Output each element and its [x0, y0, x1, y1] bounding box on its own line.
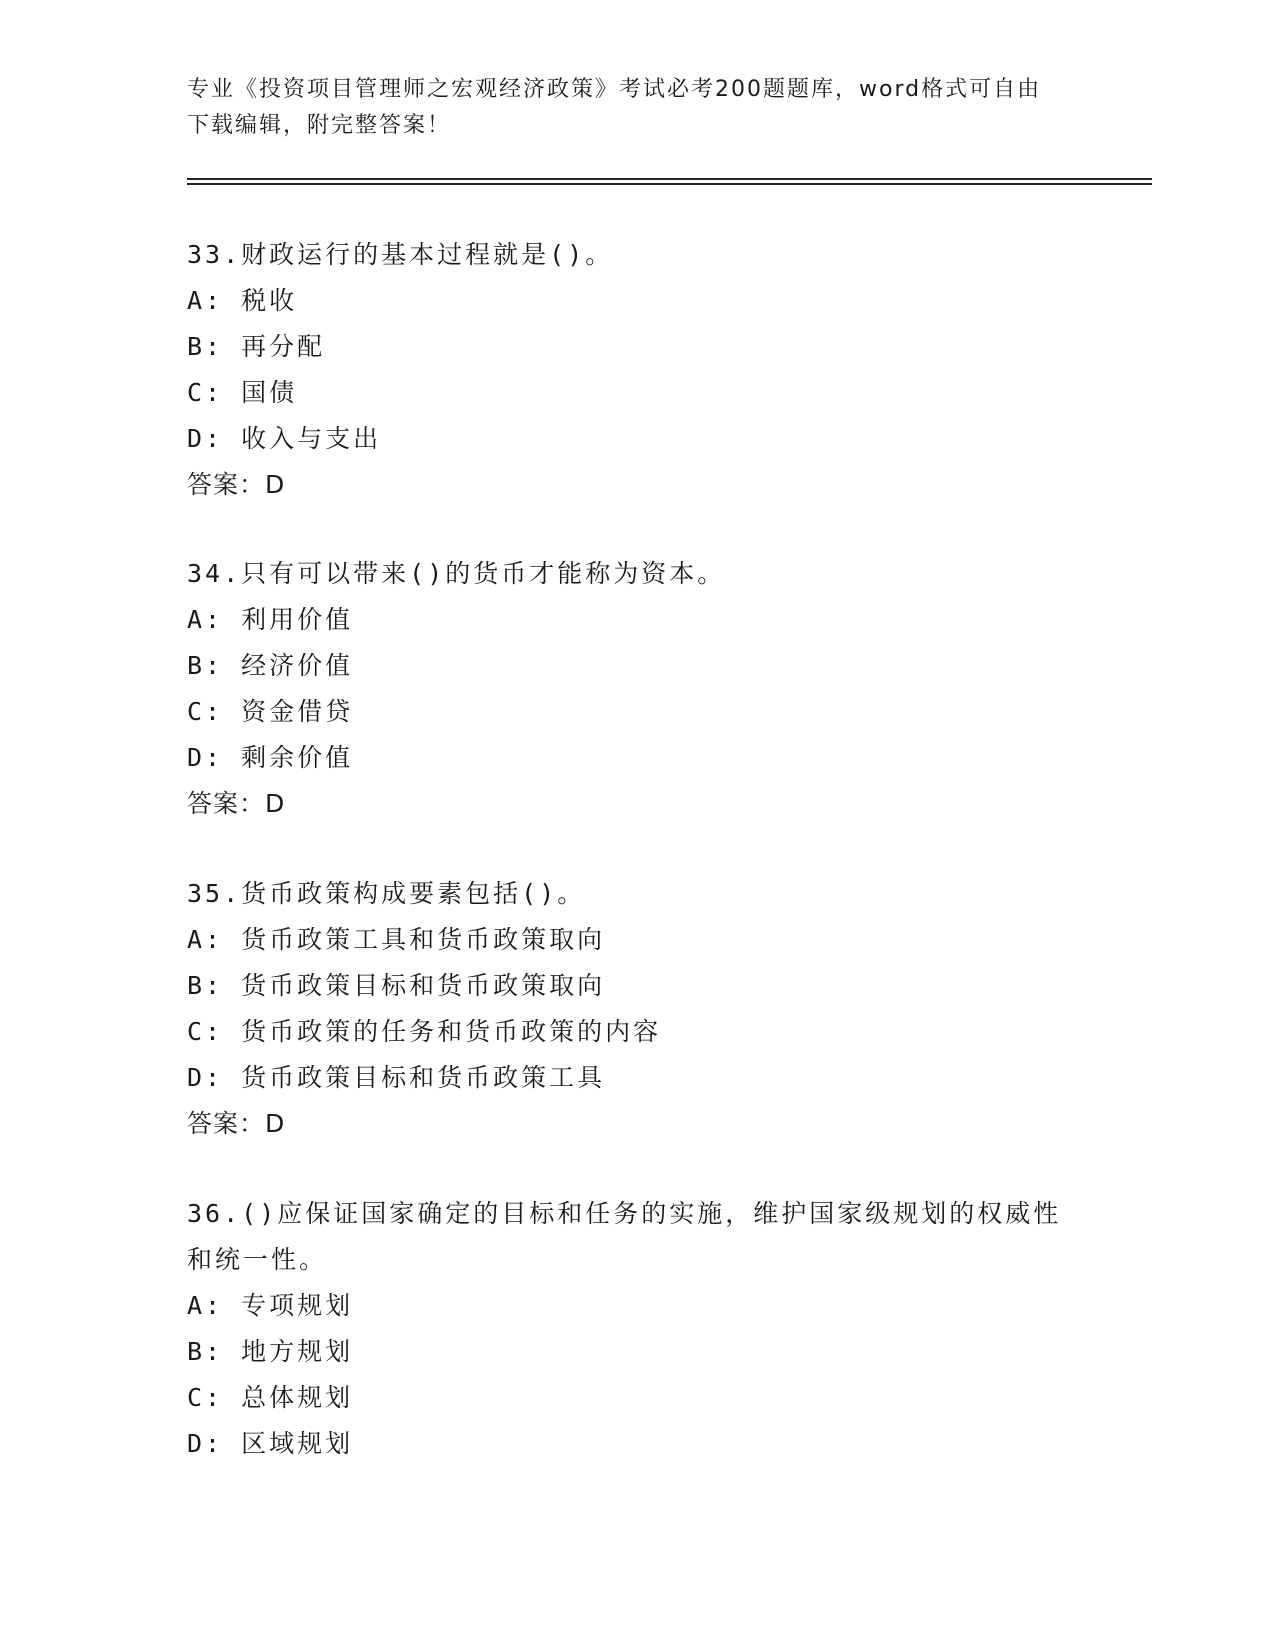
document-header [187, 72, 1067, 144]
option-b: B: 经济价值 [187, 651, 354, 680]
header-line-1: 专业《投资项目管理师之宏观经济政策》考试必考200题题库，word格式可自由 [187, 77, 1042, 102]
option-d: D: 剩余价值 [187, 743, 354, 772]
option-d: D: 收入与支出 [187, 424, 382, 453]
option-a: A: 货币政策工具和货币政策取向 [187, 925, 606, 954]
option-b: B: 地方规划 [187, 1337, 354, 1366]
question-stem: 33.财政运行的基本过程就是()。 [187, 240, 614, 269]
answer-text: 答案：D [187, 789, 286, 818]
header-divider-bottom [187, 183, 1152, 185]
answer-text: 答案：D [187, 1109, 286, 1138]
option-a: A: 税收 [187, 286, 298, 315]
header-line-2: 下载编辑，附完整答案！ [187, 113, 452, 138]
option-c: C: 国债 [187, 378, 298, 407]
option-b: B: 货币政策目标和货币政策取向 [187, 971, 606, 1000]
option-d: D: 区域规划 [187, 1429, 354, 1458]
question-stem-line-2: 和统一性。 [187, 1245, 328, 1274]
answer-text: 答案：D [187, 470, 286, 499]
option-c: C: 货币政策的任务和货币政策的内容 [187, 1017, 662, 1046]
question-34 [187, 551, 1087, 827]
header-divider-top [187, 178, 1152, 180]
option-c: C: 总体规划 [187, 1383, 354, 1412]
option-a: A: 专项规划 [187, 1291, 354, 1320]
question-35 [187, 871, 1087, 1147]
option-a: A: 利用价值 [187, 605, 354, 634]
question-33 [187, 232, 1087, 508]
question-stem: 34.只有可以带来()的货币才能称为资本。 [187, 559, 726, 588]
option-d: D: 货币政策目标和货币政策工具 [187, 1063, 606, 1092]
option-c: C: 资金借贷 [187, 697, 354, 726]
option-b: B: 再分配 [187, 332, 326, 361]
question-36 [187, 1191, 1087, 1467]
question-stem: 35.货币政策构成要素包括()。 [187, 879, 586, 908]
question-stem-line-1: 36.()应保证国家确定的目标和任务的实施，维护国家级规划的权威性 [187, 1199, 1062, 1228]
